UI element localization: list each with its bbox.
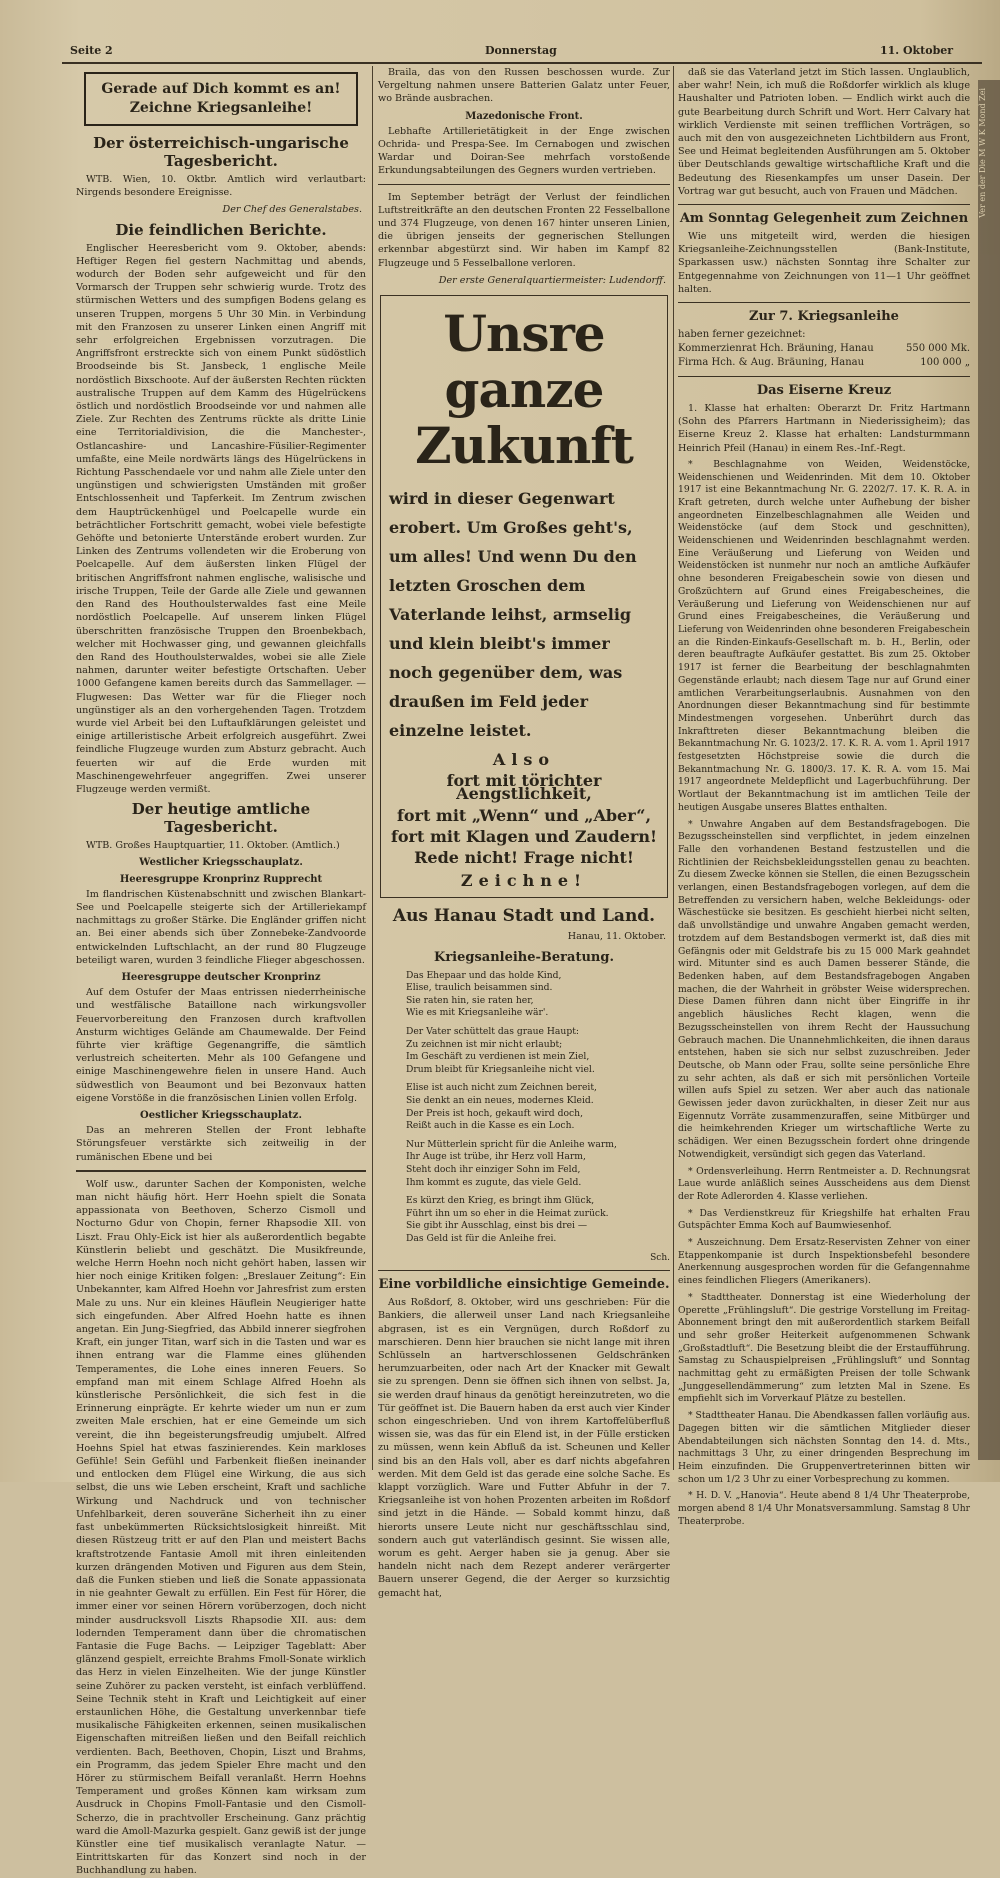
poem-line: Elise ist auch nicht zum Zeichnen bereit, <box>406 1082 597 1094</box>
poem-line: Zu zeichnen ist mir nicht erlaubt; <box>406 1038 563 1050</box>
advertisement-body: wird in dieser Gegenwart erobert. Um Großes geht's, um alles! Und wenn Du den letzten Groschen dem Vaterlande leihst, armselig und klein bleibt's immer noch gegenüber dem, was draußen im Feld jeder einzelne leistet. <box>389 489 637 741</box>
poem-line: Das Ehepaar und das holde Kind, <box>406 969 562 981</box>
note-theatre-hanau: * Stadttheater Hanau. Die Abendkassen fallen vorläufig aus. Dagegen bitten wir die sämtlichen Mitglieder dieser Abendabteilungen sich nächsten Sonntag den 14. d. Mts., nachmittags 3 Uhr, zu einer dringenden Besprechung im Heim einzufinden. Die Gruppenvertreterinnen bitten wir schon um 1/2 3 Uhr zu einer Vorbesprechung zu kommen. <box>678 1410 970 1485</box>
appeal-box <box>84 72 358 126</box>
adjacent-page-fragment: Ver en der Die M W K Mond Zei <box>978 88 987 218</box>
note-distinction: * Auszeichnung. Dem Ersatz-Reservisten Zehner von einer Etappenkompanie ist durch Inspektionsbefehl besondere Anerkennung ausgesprochen worden für die Gefangennahme eines feindlichen Fliegers (Amerikaners). <box>678 1237 970 1287</box>
advertisement-headline <box>389 306 659 474</box>
note-hanovia: * H. D. V. „Hanovia“. Heute abend 8 1/4 Uhr Theaterprobe, morgen abend 8 1/4 Uhr Monatsversammlung. Samstag 8 Uhr Theaterprobe. <box>678 1490 970 1527</box>
austro-hungarian-report-text: WTB. Wien, 10. Oktbr. Amtlich wird verlautbart: Nirgends besondere Ereignisse. <box>76 174 366 199</box>
header-date: 11. Oktober <box>880 44 954 57</box>
air-losses-signature: Der erste Generalquartiermeister: Ludendorff. <box>438 274 666 286</box>
subscriber-name: Firma Hch. & Aug. Bräuning, Hanau <box>678 357 865 369</box>
page-number: Seite 2 <box>70 44 113 57</box>
army-group-rupprecht-title: Heeresgruppe Kronprinz Rupprecht <box>119 873 323 885</box>
adjacent-page-edge <box>978 80 1000 1460</box>
community-text: Aus Roßdorf, 8. Oktober, wird uns geschrieben: Für die Bankiers, die allerweil unser Land nach Kriegsanleihe abgrasen, ist es ein Vergnügen, durch Roßdorf zu marschieren. Denn hier brauchen sie nicht lange mit ihren Schlüsseln an hartverschlossenen Geldschränken herumzuarbeiten, oder nach Art der Knacker mit Gewalt sie zu sprengen. Denn sie öffnen sich ihnen von selbst. Ja, sie werden drauf hinaus da genötigt hereinzutreten, wo die Tür geöffnet ist. Die Bauern haben da erst auch vier Kinder schon eingeschrieben. Und von ihrem Kartoffelüberfluß wissen sie, was das für ein Elend ist, in der Fülle ersticken zu müssen, wenn kein Abfluß da ist. Scheunen und Keller sind bis an den Hals voll, aber es darf nichts abgefahren werden. Mit dem Geld ist das gerade eine solche Sache. Es klappt vorzüglich. Ware und Futter Abfuhr in der 7. Kriegsanleihe ist von hohen Prozenten arbeiten im Roßdorf sind jetzt in die Hände. — Sobald kommt hinzu, daß hierorts unsere Leute nicht nur geschäftsschlau sind, sondern auch gut vaterländisch gesinnt. Sie wissen alle, worum es geht. Aerger haben sie ja genug. Aber sie handeln nicht nach dem Rezept anderer verärgerter Bauern unserer Gegend, die der Aerger so kurzsichtig gemacht hat, <box>378 1297 670 1599</box>
poem-line: Führt ihn um so eher in die Heimat zurück. <box>406 1207 609 1219</box>
austro-hungarian-report-title: Der österreichisch-ungarische Tagesbericht. <box>93 134 349 170</box>
western-front-title: Westlicher Kriegsschauplatz. <box>139 857 303 869</box>
poem-line: Ihr Auge ist trübe, ihr Herz voll Harm, <box>406 1151 586 1163</box>
poem-line: Steht doch ihr einziger Sohn im Feld, <box>406 1163 581 1175</box>
header-rule <box>62 62 982 64</box>
eastern-front-text: Das an mehreren Stellen der Front lebhafte Störungsfeuer verstärkte sich zeitweilig in der rumänischen Ebene und bei <box>76 1125 366 1163</box>
poem-line: Nur Mütterlein spricht für die Anleihe warm, <box>406 1138 617 1150</box>
poem-line: Das Geld ist für die Anleihe frei. <box>406 1232 557 1244</box>
poem-line: Im Geschäft zu verdienen ist mein Ziel, <box>406 1051 590 1063</box>
note-order-awarded: * Ordensverleihung. Herrn Rentmeister a. D. Rechnungsrat Laue wurde anläßlich seines Ausscheidens aus dem Dienst der Rote Adlerorden 4. Klasse verliehen. <box>678 1165 970 1202</box>
poem-line: Sie raten hin, sie raten her, <box>406 994 534 1006</box>
subscriber-amount: 100 000 „ <box>920 357 970 369</box>
advertisement-line-3: fort mit Klagen und Zaudern! <box>391 826 657 846</box>
iron-cross-title: Das Eiserne Kreuz <box>756 383 892 399</box>
poem-line: Reißt auch in die Kasse es ein Loch. <box>406 1120 575 1132</box>
feuilleton-rule <box>76 1170 366 1172</box>
appeal-line-1: Gerade auf Dich kommt es an! <box>101 81 341 97</box>
community-title: Eine vorbildliche einsichtige Gemeinde. <box>378 1277 670 1293</box>
advertisement-line-2: fort mit „Wenn“ und „Aber“, <box>396 805 652 825</box>
poem-stanza <box>406 1082 670 1132</box>
daily-report-title: Der heutige amtliche Tagesbericht. <box>131 800 311 837</box>
army-group-crown-prince-text: Auf dem Ostufer der Maas entrissen niederrheinische und westfälische Bataillone nach wirkungsvoller Feuervorbereitung den Franzosen durch kraftvollen Ansturm wichtiges Gelände am Chaumewalde. Der Feind führte vier kräftige Gegenangriffe, die sämtlich verlustreich scheiterten. Mehr als 100 Gefangene und einige Maschinengewehre fielen in unsere Hand. Auch südwestlich von Beaumont und bei Bezonvaux hatten eigene Vorstöße in die französischen Linien vollen Erfolg. <box>76 987 366 1104</box>
poem-signature: Sch. <box>650 1252 670 1263</box>
report-continuation-text: Braila, das von den Russen beschossen wurde. Zur Vergeltung nahmen unsere Batterien Galatz unter Feuer, wo Brände ausbrachen. <box>378 67 670 105</box>
army-group-rupprecht-text: Im flandrischen Küstenabschnitt und zwischen Blankart-See und Poelcapelle steigerte sich der Artilleriekampf nachmittags zu großer Stärke. Die Engländer griffen nicht an. Bei einer abends sich über Zonnebeke-Zandvoorde entwickelnden Luftschlacht, an der rund 80 Flugzeuge beteiligt waren, wurden 3 feindliche Flieger abgeschossen. <box>76 888 366 966</box>
advertisement-line-1: fort mit törichter Aengstlichkeit, <box>446 771 602 804</box>
war-loan-advertisement <box>380 295 668 898</box>
war-loan-title: Zur 7. Kriegsanleihe <box>749 309 899 325</box>
column-rule-1 <box>372 66 373 1470</box>
column-2 <box>378 66 670 1599</box>
poem-stanza <box>406 1139 670 1189</box>
subscriber-amount: 550 000 Mk. <box>905 343 970 355</box>
feuilleton-text: Wolf usw., darunter Sachen der Komponisten, welche man nicht häufig hört. Herr Hoehn spielt die Sonata appassionata von Beethoven, Scherzo Cismoll und Nocturno Gdur von Chopin, ferner Rhapsodie XII. von Liszt. Frau Ohly-Eick ist hier als außerordentlich begabte Künstlerin beliebt und geschätzt. Die Musikfreunde, welche Herrn Hoehn noch nicht gehört haben, lassen wir hier noch einige Kritiken folgen: „Breslauer Zeitung“: Ein Unbekannter, kam Alfred Hoehn vor Jahresfrist zum ersten Male zu uns. Nur ein kleines Häuflein Neugieriger hatte sich eingefunden. Aber Alfred Hoehn hatte es ihnen angetan. Ein Jung-Siegfried, das Abbild innerer siegfrohen Kraft, ein junger Titan, warf sich in die Tasten und war es ihnen entrang war die Flamme eines glühenden Temperamentes, die Lohe eines inneren Feuers. So empfand man mit einem Schlage Alfred Hoehn als künstlerische Persönlichkeit, die sich fest in die Erinnerung einprägte. Er kehrte wieder um nun er zum zweiten Male erschien, hat er eine Gemeinde um sich vereint, die ihn begeisterungsfreudig umjubelt. Alfred Hoehns Spiel hat etwas faszinierendes. Kein markloses Gefühle! Sein Gefühl und Farbenkeit fließen ineinander und entlocken dem Flügel eine Wirkung, die aus sich selbst, die uns wie Leben erscheint, Kraft und sachliche Wirkung und Nachdruck und von technischer Unfehlbarkeit, deren souveräne Sicherheit ihn zu einer fast unbekümmerten Rücksichtslosigkeit hinreißt. Mit diesen Rüstzeug tritt er auf den Plan und meistert Bachs kraftstrotzende Fantasie Amoll mit ihren einleitenden kurzen drängenden Motiven und Figuren aus dem Stein, daß die Funken stieben und ließ die Sonate appassionata in nie geahnter Gewalt zu erfüllen. Ein Fest für Hörer, die immer einer vor seinen Hörern vorüberzogen, doch nicht minder ausdrucksvoll Liszts Rhapsodie XII. aus: dem lodernden Temperament dann über die chromatischen Fantasie die Fuge Bachs. — Leipziger Tageblatt: Aber glänzend gespielt, erreichte Brahms Fmoll-Sonate wirklich das Herz in vielen Einzelheiten. Wie der junge Künstler seine Zuhörer zu packen versteht, ist einfach verblüffend. Seine Technik steht in Kraft und Leichtigkeit auf einer erstaunlichen Höhe, die Gestaltung unverkennbar tiefe musikalische Fähigkeiten erkennen, seinen musikalischen Eigenschaften mitreißen ließen und den Beifall reichlich verdienten. Bach, Beethoven, Chopin, Liszt und Brahms, ein Programm, das jedem Spieler Ehre macht und den Hörer zu stürmischem Beifall veranlaßt. Herrn Hoehns Temperament und großes Können kam wirksam zum Ausdruck in Chopins Fmoll-Fantasie und den Cismoll-Scherzo, die in prachtvoller Erscheinung. Ganz prächtig ward die Amoll-Mazurka gespielt. Ganz gewiß ist der junge Künstler eine tief musikalisch veranlagte Natur. — Eintrittskarten für das Konzert sind noch in der Buchhandlung zu haben. <box>76 1178 366 1877</box>
advertisement-headline-line-2: Zukunft <box>415 416 633 476</box>
subscriber-row <box>678 342 970 356</box>
note-city-theatre: * Stadttheater. Donnerstag ist eine Wiederholung der Operette „Frühlingsluft“. Die gestrige Vorstellung im Freitag-Abonnement bringt den mit außerordentlich starkem Beifall und sehr großer Heiterkeit aufgenommenen Schwank „Großstadtluft“. Die Besetzung bleibt die der Erstaufführung. Samstag zu Schauspielpreisen „Frühlingsluft“ und Sonntag nachmittag geht zu ermäßigten Preisen der tolle Schwank „Junggesellendämmerung“ zum letzten Mal in Szene. Es empfiehlt sich im Vorverkauf Plätze zu bestellen. <box>678 1291 970 1405</box>
advertisement-call: Rede nicht! Frage nicht! <box>414 848 634 868</box>
poem-stanza <box>406 1026 670 1076</box>
local-news-dateline: Hanau, 11. Oktober. <box>567 931 666 943</box>
local-news-title: Aus Hanau Stadt und Land. <box>392 906 656 927</box>
poem-line: Der Preis ist hoch, gekauft wird doch, <box>406 1107 584 1119</box>
header-weekday: Donnerstag <box>485 44 557 57</box>
poem <box>406 970 670 1264</box>
column-1 <box>76 66 366 1877</box>
subscriber-row <box>678 356 970 370</box>
note-merit-cross: * Das Verdienstkreuz für Kriegshilfe hat erhalten Frau Gutspächter Emma Koch auf Baumwiesenhof. <box>678 1207 970 1232</box>
poem-line: Drum bleibt für Kriegsanleihe nicht viel. <box>406 1063 595 1075</box>
appeal-line-2: Zeichne Kriegsanleihe! <box>129 100 313 116</box>
column-rule-2 <box>673 66 674 1470</box>
poem-line: Der Vater schüttelt das graue Haupt: <box>406 1026 579 1038</box>
page-header <box>60 44 990 62</box>
air-losses-rule <box>378 184 670 185</box>
enemy-reports-title: Die feindlichen Berichte. <box>115 220 327 239</box>
macedonian-front-title: Mazedonische Front. <box>465 110 583 122</box>
poem-line: Wie es mit Kriegsanleihe wär'. <box>406 1007 549 1019</box>
loan-rule <box>678 302 970 303</box>
poem-line: Sie gibt ihr Ausschlag, einst bis drei — <box>406 1220 588 1232</box>
poem-line: Sie denkt an ein neues, modernes Kleid. <box>406 1095 594 1107</box>
note-willow-confiscation: * Beschlagnahme von Weiden, Weidenstöcke, Weidenschienen und Weidenrinden. Mit dem 10. Oktober 1917 ist eine Bekanntmachung Nr. G. 2202/7. 17. K. R. A. in Kraft getreten, durch welche unter Aufhebung der bisher angeordneten Einzelbeschlagnahmen alle Weiden und Weidenstöcke (auf dem Stock und geschnitten), Weidenschienen und Weidenrinden beschlagnahmt werden. Eine Veräußerung und Lieferung von Weiden und Weidenstöcken ist nunmehr nur noch an amtliche Aufkäufer ohne besonderen Freigabeschein sowie von diesen und Großzüchtern auf Grund eines Freigabescheines, die Veräußerung und Lieferung von Weidenschienen nur auf Grund eines Freigabescheines, die Veräußerung und Lieferung von Weidenrinden ohne besonderen Freigabeschein an die Rinden-Einkaufs-Gesellschaft m. b. H., Berlin, oder deren beauftragte Aufkäufer gestattet. Bis zum 25. Oktober 1917 ist ferner die Bearbeitung der beschlagnahmten Gegenstände erlaubt; nach diesem Tage nur auf Grund einer amtlichen Verarbeitungserlaubnis. Ausnahmen von den Anordnungen dieser Bekanntmachung sind für bestimmte Mindestmengen vorgesehen. Unberührt durch das Inkrafttreten dieser Bekanntmachung bleiben die Bekanntmachung Nr. G. 1023/2. 17. K. R. A. vom 1. April 1917 festgesetzten Höchstpreise sowie die durch die Bekanntmachung Nr. G. 1800/3. 17. K. R. A. vom 15. Mai 1917 angeordnete Meldepflicht und Lagerbuchführung. Der Wortlaut der Bekanntmachung ist im amtlichen Teile der heutigen Ausgabe unseres Blattes enthalten. <box>678 458 970 813</box>
note-false-statements: * Unwahre Angaben auf dem Bestandsfragebogen. Die Bezugsscheinstellen sind verpflichtet, in jedem einzelnen Falle den vorhandenen Bestand festzustellen und die Richtlinien der Reichsbekleidungsstellen genau zu beachten. Zu diesem Zwecke können sie Stellen, die einen Bezugsschein verlangen, einen Bestandsfragebogen vorlegen, auf dem die Betreffenden zu versichern haben, welche Bekleidungs- oder Wäschestücke sie besitzen. Es geschieht hierbei nicht selten, daß unvollständige und unwahre Angaben gemacht werden, trotzdem auf dem Bestandsbogen vermerkt ist, daß dies mit Gefängnis oder mit Geldstrafe bis zu 15 000 Mark geahndet wird. Mitunter sind es auch Damen besserer Stände, die Bedenken haben, auf dem Bestandsfragebogen Angaben machen, die der Wahrheit in gröbster Weise widersprechen. Diese Damen führen dann nicht über Eingriffe in ihr angeblich häusliches Recht klagen, wenn die Bezugsscheinstellen von ihrem Recht der Haussuchung Gebrauch machen. Die Unannehmlichkeiten, die ihnen daraus entstehen, haben sie sich nur selbst zuzuschreiben. Jeder Deutsche, ob Mann oder Frau, sollte seine persönliche Ehre zu sehr achten, als daß er sich mit persönlichen Vorteile willen aufs Spiel zu setzen. Wer aber auch das nationale Gewissen jeder davon zurückhalten, in dieser Zeit nur aus Eigennutz Vorräte zusammenzuraffen, seine Mitbürger und die heimkehrenden Krieger um wirtschaftliche Werte zu schädigen. Wer einen Bezugsschein fordert ohne dringende Notwendigkeit, versündigt sich gegen das Vaterland. <box>678 818 970 1160</box>
poem-stanza <box>406 970 670 1020</box>
poem-line: Es kürzt den Krieg, es bringt ihm Glück, <box>406 1195 595 1207</box>
daily-report-intro: WTB. Großes Hauptquartier, 11. Oktober. (Amtlich.) <box>86 840 340 852</box>
sunday-text: Wie uns mitgeteilt wird, werden die hiesigen Kriegsanleihe-Zeichnungsstellen (Bank-Institute, Sparkassen usw.) nächsten Sonntag ihre Schalter zur Entgegennahme von Zeichnungen von 11—1 Uhr geöffnet halten. <box>678 231 970 295</box>
iron-cross-rule <box>678 376 970 377</box>
army-group-crown-prince-title: Heeresgruppe deutscher Kronprinz <box>121 971 321 983</box>
macedonian-front-text: Lebhafte Artillerietätigkeit in der Enge zwischen Ochrida- und Prespa-See. Im Cernabogen und zwischen Wardar und Doiran-See mehrfach vorstoßende Erkundungsabteilungen des Gegners wurden vertrieben. <box>378 125 670 177</box>
poem-stanza <box>406 1195 670 1245</box>
poem-line: Elise, traulich beisammen sind. <box>406 982 553 994</box>
sunday-title: Am Sonntag Gelegenheit zum Zeichnen <box>679 211 969 227</box>
poem-line: Ihm kommt es zugute, das viele Geld. <box>406 1176 582 1188</box>
subscriber-intro: haben ferner gezeichnet: <box>678 329 806 341</box>
advertisement-also: Also <box>492 750 556 770</box>
community-continuation-text: daß sie das Vaterland jetzt im Stich lassen. Unglaublich, aber wahr! Nein, ich muß die Roßdorfer wirklich als kluge Haushalter und Patrioten loben. — Endlich wirkt auch die gute Bearbeitung durch Schrift und Wort. Herr Calvary hat wirklich Verdienste mit seinen trefflichen Vorträgen, so auch mit den von ausgezeichneten Lichtbildern aus Front, See und Heimat begleitenden Ausführungen am 5. Oktober über Deutschlands gewaltige wirtschaftliche Kraft und die Bedeutung des Riesenkampfes um unser Dasein. Der Vortrag war gut besucht, auch von Frauen und Mädchen. <box>678 67 970 197</box>
column-3 <box>678 66 970 1527</box>
community-rule <box>378 1270 670 1271</box>
subscriber-list <box>678 328 970 370</box>
iron-cross-text: 1. Klasse hat erhalten: Oberarzt Dr. Fritz Hartmann (Sohn des Pfarrers Hartmann in Niederissigheim); das Eiserne Kreuz 2. Klasse hat erhalten: Landsturmmann Heinrich Pfeil (Hanau) in einem Res.-Inf.-Regt. <box>678 403 970 454</box>
advertisement-sign: Zeichne! <box>460 871 588 891</box>
sunday-rule <box>678 204 970 205</box>
subscriber-name: Kommerzienrat Hch. Bräuning, Hanau <box>678 343 874 355</box>
enemy-reports-text: Englischer Heeresbericht vom 9. Oktober, abends: Heftiger Regen fiel gestern Nachmittag und abends, wodurch der Boden sehr aufgeweicht und für den Vormarsch der Truppen sehr schwierig wurde. Trotz des stürmischen Wetters und des sumpfigen Bodens gelang es unseren Truppen, morgens 5 Uhr 30 Min. in Verbindung mit den Franzosen zu unserer Linken einen Angriff mit sehr erfolgreichen Ergebnissen vorzutragen. Die Angriffsfront erstreckte sich von einem Punkt südöstlich Broodseinde bis St. Jansbeck, 1 englische Meile nordöstlich Bixschoote. Auf der äußersten Rechten rückten australische Truppen auf dem Kamm des Hügelrückens östlich und nordöstlich Broodseinde vor und nahmen alle Ziele. Zur Rechten des Zentrums rückte als dritte Linie eine Territorialdivision, die die Manchester-, Ostlancashire- und Lancashire-Füsilier-Regimenter umfaßte, eine Meile nordwärts längs des Hügelrückens in Richtung Passchendaele vor und nahm alle Ziele unter den ungünstigen und schwierigsten Umständen mit großer Entschlossenheit und Tapferkeit. Im Zentrum zwischen dem Hauptrückenhügel und Poelcapelle wurde ein beträchtlicher Fortschritt gemacht, wobei viele befestigte Gehöfte und betonierte Unterstände erobert wurden. Zur Linken des Zentrums vollendeten wir die Eroberung von Poelcapelle. Auf dem äußersten linken Flügel der britischen Angriffsfront nahmen englische, walisische und irische Truppen, Teile der Garde alle Ziele und gewannen den Rand des Houthoulsterwaldes fast eine Meile nordöstlich Poelcapelle. Auf unserem linken Flügel überschritten französische Truppen den Broenbekbach, welcher mit Hochwasser ging, und gewannen gleichfalls den Rand des Houthoulsterwaldes, wobei sie alle Ziele nahmen, darunter weiter befestigte Ortschaften. Ueber 1000 Gefangene kamen bereits durch das Sammellager. — Flugwesen: Das Wetter war für die Flieger noch ungünstiger als an den vorhergehenden Tagen. Trotzdem wurde viel Arbeit bei den Luftaufklärungen geleistet und einige artilleristische Arbeit erfolgreich ausgeführt. Zwei feindliche Flugzeuge wurden zum Absturz gebracht. Auch feuerten wir auf die Erde wurden mit Maschinengewehrfeuer angegriffen. Zwei unserer Flugzeuge werden vermißt. <box>76 242 366 795</box>
eastern-front-title: Oestlicher Kriegsschauplatz. <box>140 1110 302 1121</box>
austro-hungarian-report-signature: Der Chef des Generalstabes. <box>222 204 362 216</box>
advertisement-headline-line-1: Unsre ganze <box>443 304 605 420</box>
air-losses-text: Im September beträgt der Verlust der feindlichen Luftstreitkräfte an den deutschen Fronten 22 Fesselballone und 374 Flugzeuge, von denen 167 hinter unseren Linien, die übrigen jenseits der gegnerischen Stellungen erkennbar abgestürzt sind. Wir haben im Kampf 82 Flugzeuge und 5 Fesselballone verloren. <box>378 191 670 269</box>
poem-title: Kriegsanleihe-Beratung. <box>434 949 614 965</box>
